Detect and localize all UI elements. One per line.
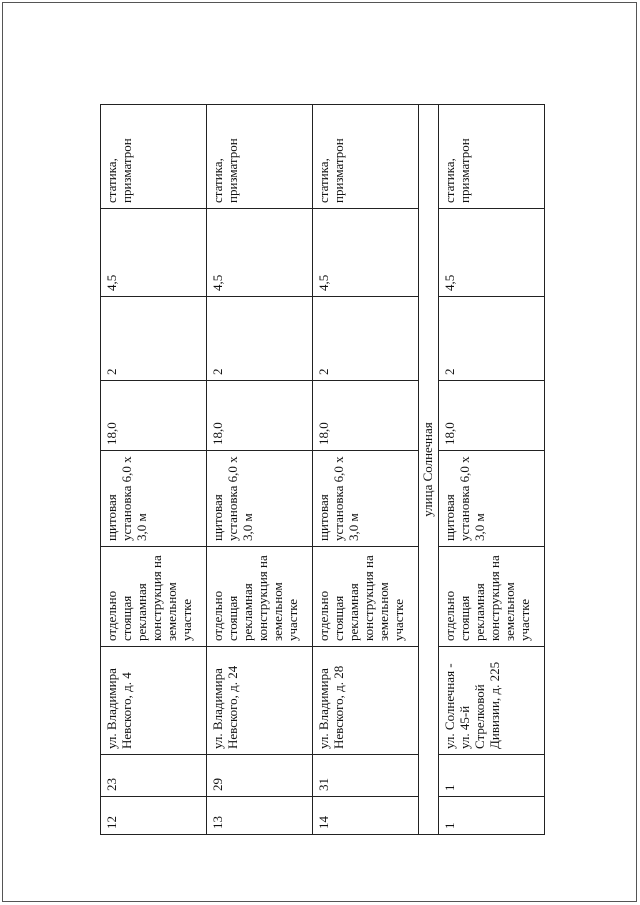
placement-cell: отдельно стоящая рекламная конструкция на земельном участке (313, 547, 419, 647)
rotated-table-container (100, 105, 580, 835)
sides-cell: 2 (439, 297, 545, 381)
table-row (313, 105, 419, 835)
technology-cell: статика, призматрон (101, 105, 207, 209)
height-cell: 4,5 (101, 209, 207, 297)
section-title: улица Солнечная (419, 105, 439, 835)
sides-cell: 2 (313, 297, 419, 381)
address-cell: ул. Владимира Невского, д. 24 (207, 647, 313, 755)
table-row (439, 105, 545, 835)
address-cell: ул. Владимира Невского, д. 28 (313, 647, 419, 755)
height-cell: 4,5 (313, 209, 419, 297)
placement-cell: отдельно стоящая рекламная конструкция на земельном участке (439, 547, 545, 647)
address-cell: ул. Владимира Невского, д. 4 (101, 647, 207, 755)
placement-cell: отдельно стоящая рекламная конструкция на земельном участке (101, 547, 207, 647)
table-row (101, 105, 207, 835)
technology-cell: статика, призматрон (439, 105, 545, 209)
structure-type-cell: щитовая установка 6,0 х 3,0 м (439, 451, 545, 547)
table-row (207, 105, 313, 835)
row-number: 12 (101, 797, 207, 835)
address-cell: ул. Солнечная - ул. 45-й Стрелковой Дивизии, д. 225 (439, 647, 545, 755)
sides-cell: 2 (101, 297, 207, 381)
structure-number: 31 (313, 755, 419, 797)
technology-cell: статика, призматрон (313, 105, 419, 209)
placement-cell: отдельно стоящая рекламная конструкция на земельном участке (207, 547, 313, 647)
structure-type-cell: щитовая установка 6,0 х 3,0 м (101, 451, 207, 547)
height-cell: 4,5 (439, 209, 545, 297)
sides-cell: 2 (207, 297, 313, 381)
row-number: 14 (313, 797, 419, 835)
area-cell: 18,0 (207, 381, 313, 451)
advertising-structures-table (100, 104, 545, 835)
structure-number: 1 (439, 755, 545, 797)
row-number: 13 (207, 797, 313, 835)
section-header-row (419, 105, 439, 835)
structure-type-cell: щитовая установка 6,0 х 3,0 м (207, 451, 313, 547)
area-cell: 18,0 (439, 381, 545, 451)
structure-number: 23 (101, 755, 207, 797)
area-cell: 18,0 (101, 381, 207, 451)
area-cell: 18,0 (313, 381, 419, 451)
structure-type-cell: щитовая установка 6,0 х 3,0 м (313, 451, 419, 547)
technology-cell: статика, призматрон (207, 105, 313, 209)
structure-number: 29 (207, 755, 313, 797)
height-cell: 4,5 (207, 209, 313, 297)
row-number: 1 (439, 797, 545, 835)
